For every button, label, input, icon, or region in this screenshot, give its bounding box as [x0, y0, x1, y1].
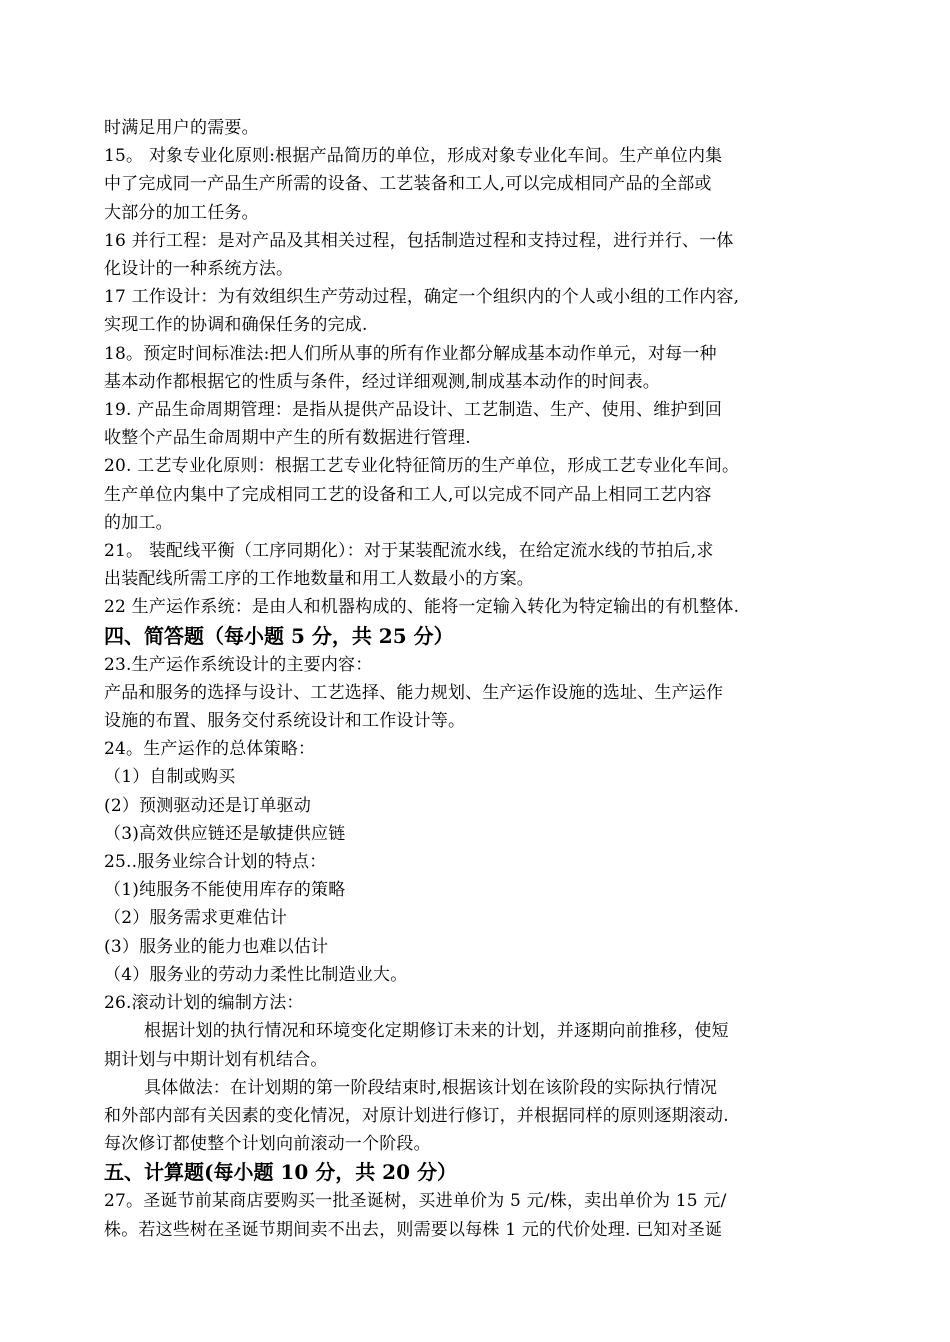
text-line: 中了完成同一产品生产所需的设备、工艺装备和工人,可以完成相同产品的全部或: [104, 174, 712, 195]
text-line: 收整个产品生命周期中产生的所有数据进行管理.: [104, 428, 471, 449]
text-line: 27。圣诞节前某商店要购买一批圣诞树，买进单价为 5 元/株，卖出单价为 15 元/: [104, 1191, 727, 1212]
section-heading-short-answer: 四、简答题（每小题 5 分，共 25 分）: [104, 623, 454, 648]
list-item: （3)高效供应链还是敏捷供应链: [104, 823, 346, 844]
text-line: 23.生产运作系统设计的主要内容：: [104, 654, 373, 675]
list-item: (3）服务业的能力也难以估计: [104, 936, 329, 957]
text-line: 株。若这些树在圣诞节期间卖不出去，则需要以每株 1 元的代价处理. 已知对圣诞: [104, 1219, 723, 1240]
text-line: 出装配线所需工序的工作地数量和用工人数最小的方案。: [104, 569, 534, 590]
text-line: 18。预定时间标准法:把人们所从事的所有作业都分解成基本动作单元，对每一种: [104, 343, 717, 364]
list-item: （2）服务需求更难估计: [104, 908, 288, 929]
text-line: 19. 产品生命周期管理：是指从提供产品设计、工艺制造、生产、使用、维护到回: [104, 400, 723, 421]
text-line: 大部分的加工任务。: [104, 202, 259, 223]
section-heading-calculation: 五、计算题(每小题 10 分，共 20 分）: [104, 1160, 457, 1185]
text-line: 26.滚动计划的编制方法：: [104, 993, 304, 1014]
paragraph-line: 根据计划的执行情况和环境变化定期修订未来的计划，并逐期向前推移，使短: [144, 1021, 729, 1042]
text-line: 24。生产运作的总体策略：: [104, 739, 316, 760]
paragraph-line: 具体做法：在计划期的第一阶段结束时,根据该计划在该阶段的实际执行情况: [144, 1077, 718, 1098]
text-line: 生产单位内集中了完成相同工艺的设备和工人,可以完成不同产品上相同工艺内容: [104, 484, 712, 505]
text-line: 17 工作设计：为有效组织生产劳动过程，确定一个组织内的个人或小组的工作内容,: [104, 287, 740, 308]
list-item: （1)纯服务不能使用库存的策略: [104, 880, 346, 901]
text-line: 15。 对象专业化原则:根据产品简历的单位，形成对象专业化车间。生产单位内集: [104, 146, 723, 167]
text-line: 产品和服务的选择与设计、工艺选择、能力规划、生产运作设施的选址、生产运作: [104, 682, 724, 703]
list-item: （4）服务业的劳动力柔性比制造业大。: [104, 964, 408, 985]
document-page: [104, 114, 810, 1244]
text-line: 25..服务业综合计划的特点：: [104, 852, 327, 873]
paragraph-line: 每次修订都使整个计划向前滚动一个阶段。: [104, 1134, 431, 1155]
text-line: 时满足用户的需要。: [104, 118, 259, 138]
list-item: (2）预测驱动还是订单驱动: [104, 795, 312, 816]
paragraph-line: 期计划与中期计划有机结合。: [104, 1049, 328, 1070]
text-line: 22 生产运作系统：是由人和机器构成的、能将一定输入转化为特定输出的有机整体.: [104, 597, 740, 618]
text-line: 化设计的一种系统方法。: [104, 259, 294, 280]
text-line: 16 并行工程：是对产品及其相关过程，包括制造过程和支持过程，进行并行、一体: [104, 230, 734, 251]
list-item: （1）自制或购买: [104, 767, 236, 788]
text-line: 20. 工艺专业化原则：根据工艺专业化特征简历的生产单位，形成工艺专业化车间。: [104, 456, 740, 477]
text-line: 实现工作的协调和确保任务的完成.: [104, 315, 368, 336]
text-line: 设施的布置、服务交付系统设计和工作设计等。: [104, 711, 466, 732]
paragraph-line: 和外部内部有关因素的变化情况，对原计划进行修订，并根据同样的原则逐期滚动.: [104, 1105, 729, 1126]
text-line: 基本动作都根据它的性质与条件，经过详细观测,制成基本动作的时间表。: [104, 371, 661, 392]
text-line: 的加工。: [104, 512, 173, 533]
text-line: 21。 装配线平衡（工序同期化）：对于某装配流水线，在给定流水线的节拍后,求: [104, 541, 714, 562]
